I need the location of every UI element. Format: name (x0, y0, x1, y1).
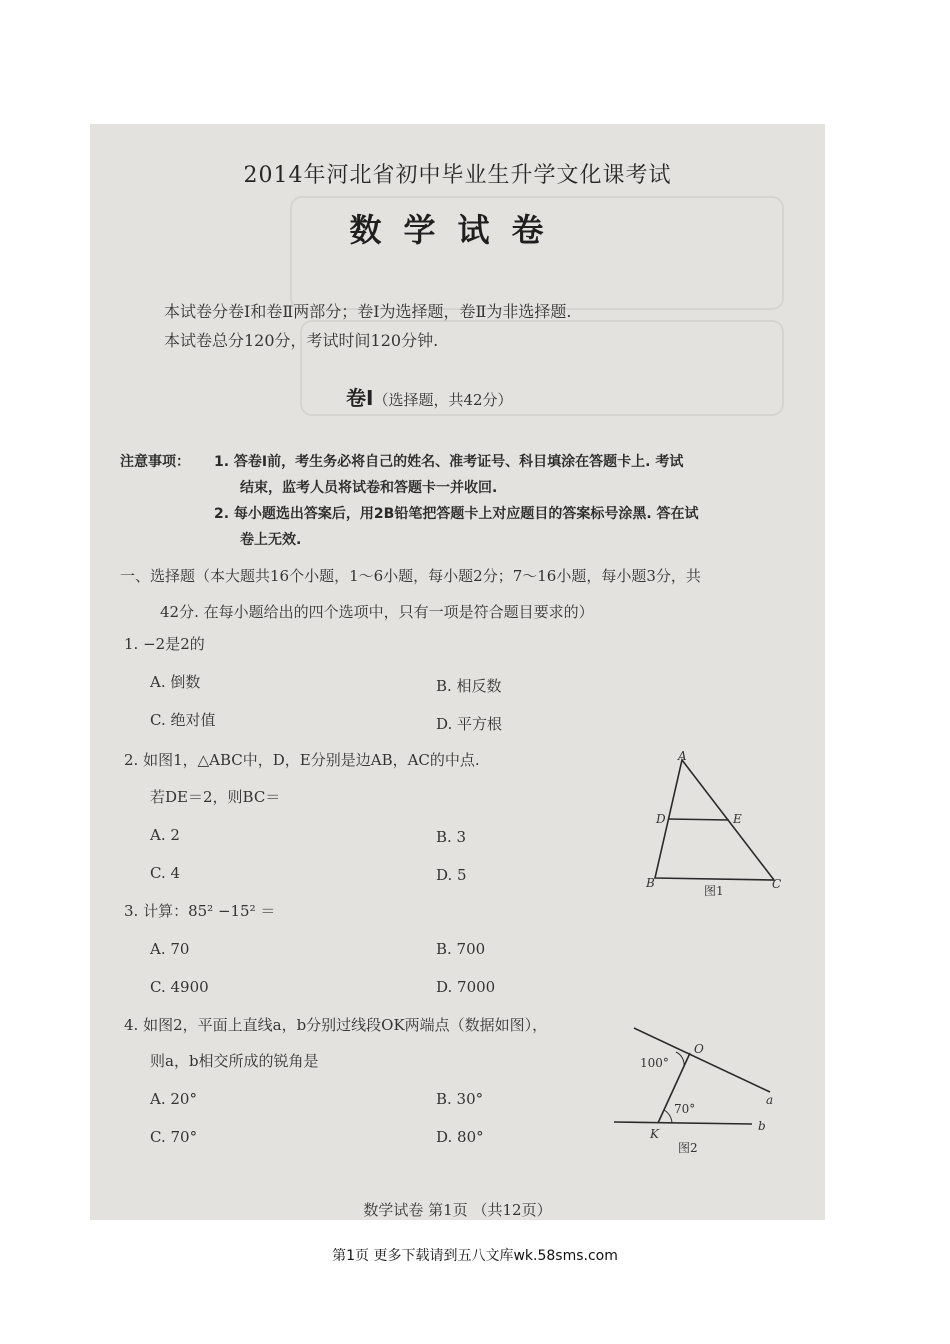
exam-title: 2014年河北省初中毕业生升学文化课考试 (243, 163, 672, 188)
page-footer: 数学试卷 第1页 （共12页） (363, 1201, 552, 1219)
figure-2-caption: 图2 (678, 1141, 698, 1155)
figure-1-triangle (638, 750, 798, 902)
question-3-option-c: C. 4900 (150, 978, 209, 996)
question-4-option-c: C. 70° (150, 1128, 198, 1146)
notice-item1-line1: 1. 答卷Ⅰ前，考生务必将自己的姓名、准考证号、科目填涂在答题卡上. 考试 (214, 454, 684, 470)
exam-page-scan (90, 124, 825, 1220)
question-1-option-c: C. 绝对值 (150, 711, 216, 729)
question-2-option-c: C. 4 (150, 864, 181, 882)
exam-intro-line1: 本试卷分卷Ⅰ和卷Ⅱ两部分；卷Ⅰ为选择题，卷Ⅱ为非选择题. (164, 302, 572, 321)
figure-1-label-d: D (656, 812, 666, 826)
notice-item2-line2: 卷上无效. (240, 532, 302, 548)
question-1-option-b: B. 相反数 (436, 677, 502, 695)
notice-label: 注意事项： (120, 454, 190, 470)
figure-1-label-e: E (733, 812, 742, 826)
notice-item1-line2: 结束，监考人员将试卷和答题卡一并收回. (240, 480, 498, 496)
section-name: 卷Ⅰ (346, 386, 374, 410)
part-one-line2: 42分. 在每小题给出的四个选项中，只有一项是符合题目要求的） (160, 603, 594, 621)
question-2-option-a: A. 2 (150, 826, 180, 844)
figure-1-label-c: C (772, 877, 782, 891)
question-4-stem: 4. 如图2，平面上直线a，b分别过线段OK两端点（数据如图）， (124, 1016, 548, 1034)
question-2-option-b: B. 3 (436, 828, 467, 846)
question-3-option-b: B. 700 (436, 940, 486, 958)
part-one-line1: 一、选择题（本大题共16个小题，1～6小题，每小题2分；7～16小题，每小题3分，共 (120, 567, 701, 585)
question-1-option-d: D. 平方根 (436, 715, 503, 733)
figure-2-label-a: a (766, 1093, 774, 1107)
figure-2-label-k: K (650, 1127, 659, 1141)
question-4-stem2: 则a，b相交所成的锐角是 (150, 1052, 319, 1070)
question-3-stem: 3. 计算：85² −15² ＝ (124, 902, 276, 920)
figure-2-angle-top: 100° (640, 1056, 669, 1070)
figure-1-caption: 图1 (704, 884, 724, 898)
notice-item2-line1: 2. 每小题选出答案后，用2B铅笔把答题卡上对应题目的答案标号涂黑. 答在试 (214, 506, 699, 522)
figure-2-lines (610, 1020, 810, 1170)
figure-2-angle-bottom: 70° (674, 1102, 696, 1116)
question-4-option-a: A. 20° (150, 1090, 197, 1108)
exam-subject: 数学试卷 (349, 211, 566, 249)
question-1-stem: 1. −2是2的 (124, 635, 205, 653)
exam-intro-line2: 本试卷总分120分，考试时间120分钟. (164, 331, 439, 350)
question-2-option-d: D. 5 (436, 866, 467, 884)
question-3-option-a: A. 70 (150, 940, 190, 958)
question-1-option-a: A. 倒数 (150, 673, 201, 691)
question-4-option-b: B. 30° (436, 1090, 484, 1108)
section-note: （选择题，共42分） (373, 391, 513, 409)
question-2-stem2: 若DE＝2，则BC＝ (150, 788, 281, 806)
figure-1-label-a: A (678, 750, 687, 763)
figure-2-label-b: b (758, 1119, 766, 1133)
figure-2-label-o: O (694, 1042, 704, 1056)
section-heading (346, 388, 513, 410)
figure-1-label-b: B (646, 876, 655, 890)
question-3-option-d: D. 7000 (436, 978, 496, 996)
page-caption: 第1页 更多下载请到五八文库wk.58sms.com (332, 1248, 618, 1264)
question-4-option-d: D. 80° (436, 1128, 484, 1146)
question-2-stem: 2. 如图1，△ABC中，D，E分别是边AB，AC的中点. (124, 751, 480, 769)
